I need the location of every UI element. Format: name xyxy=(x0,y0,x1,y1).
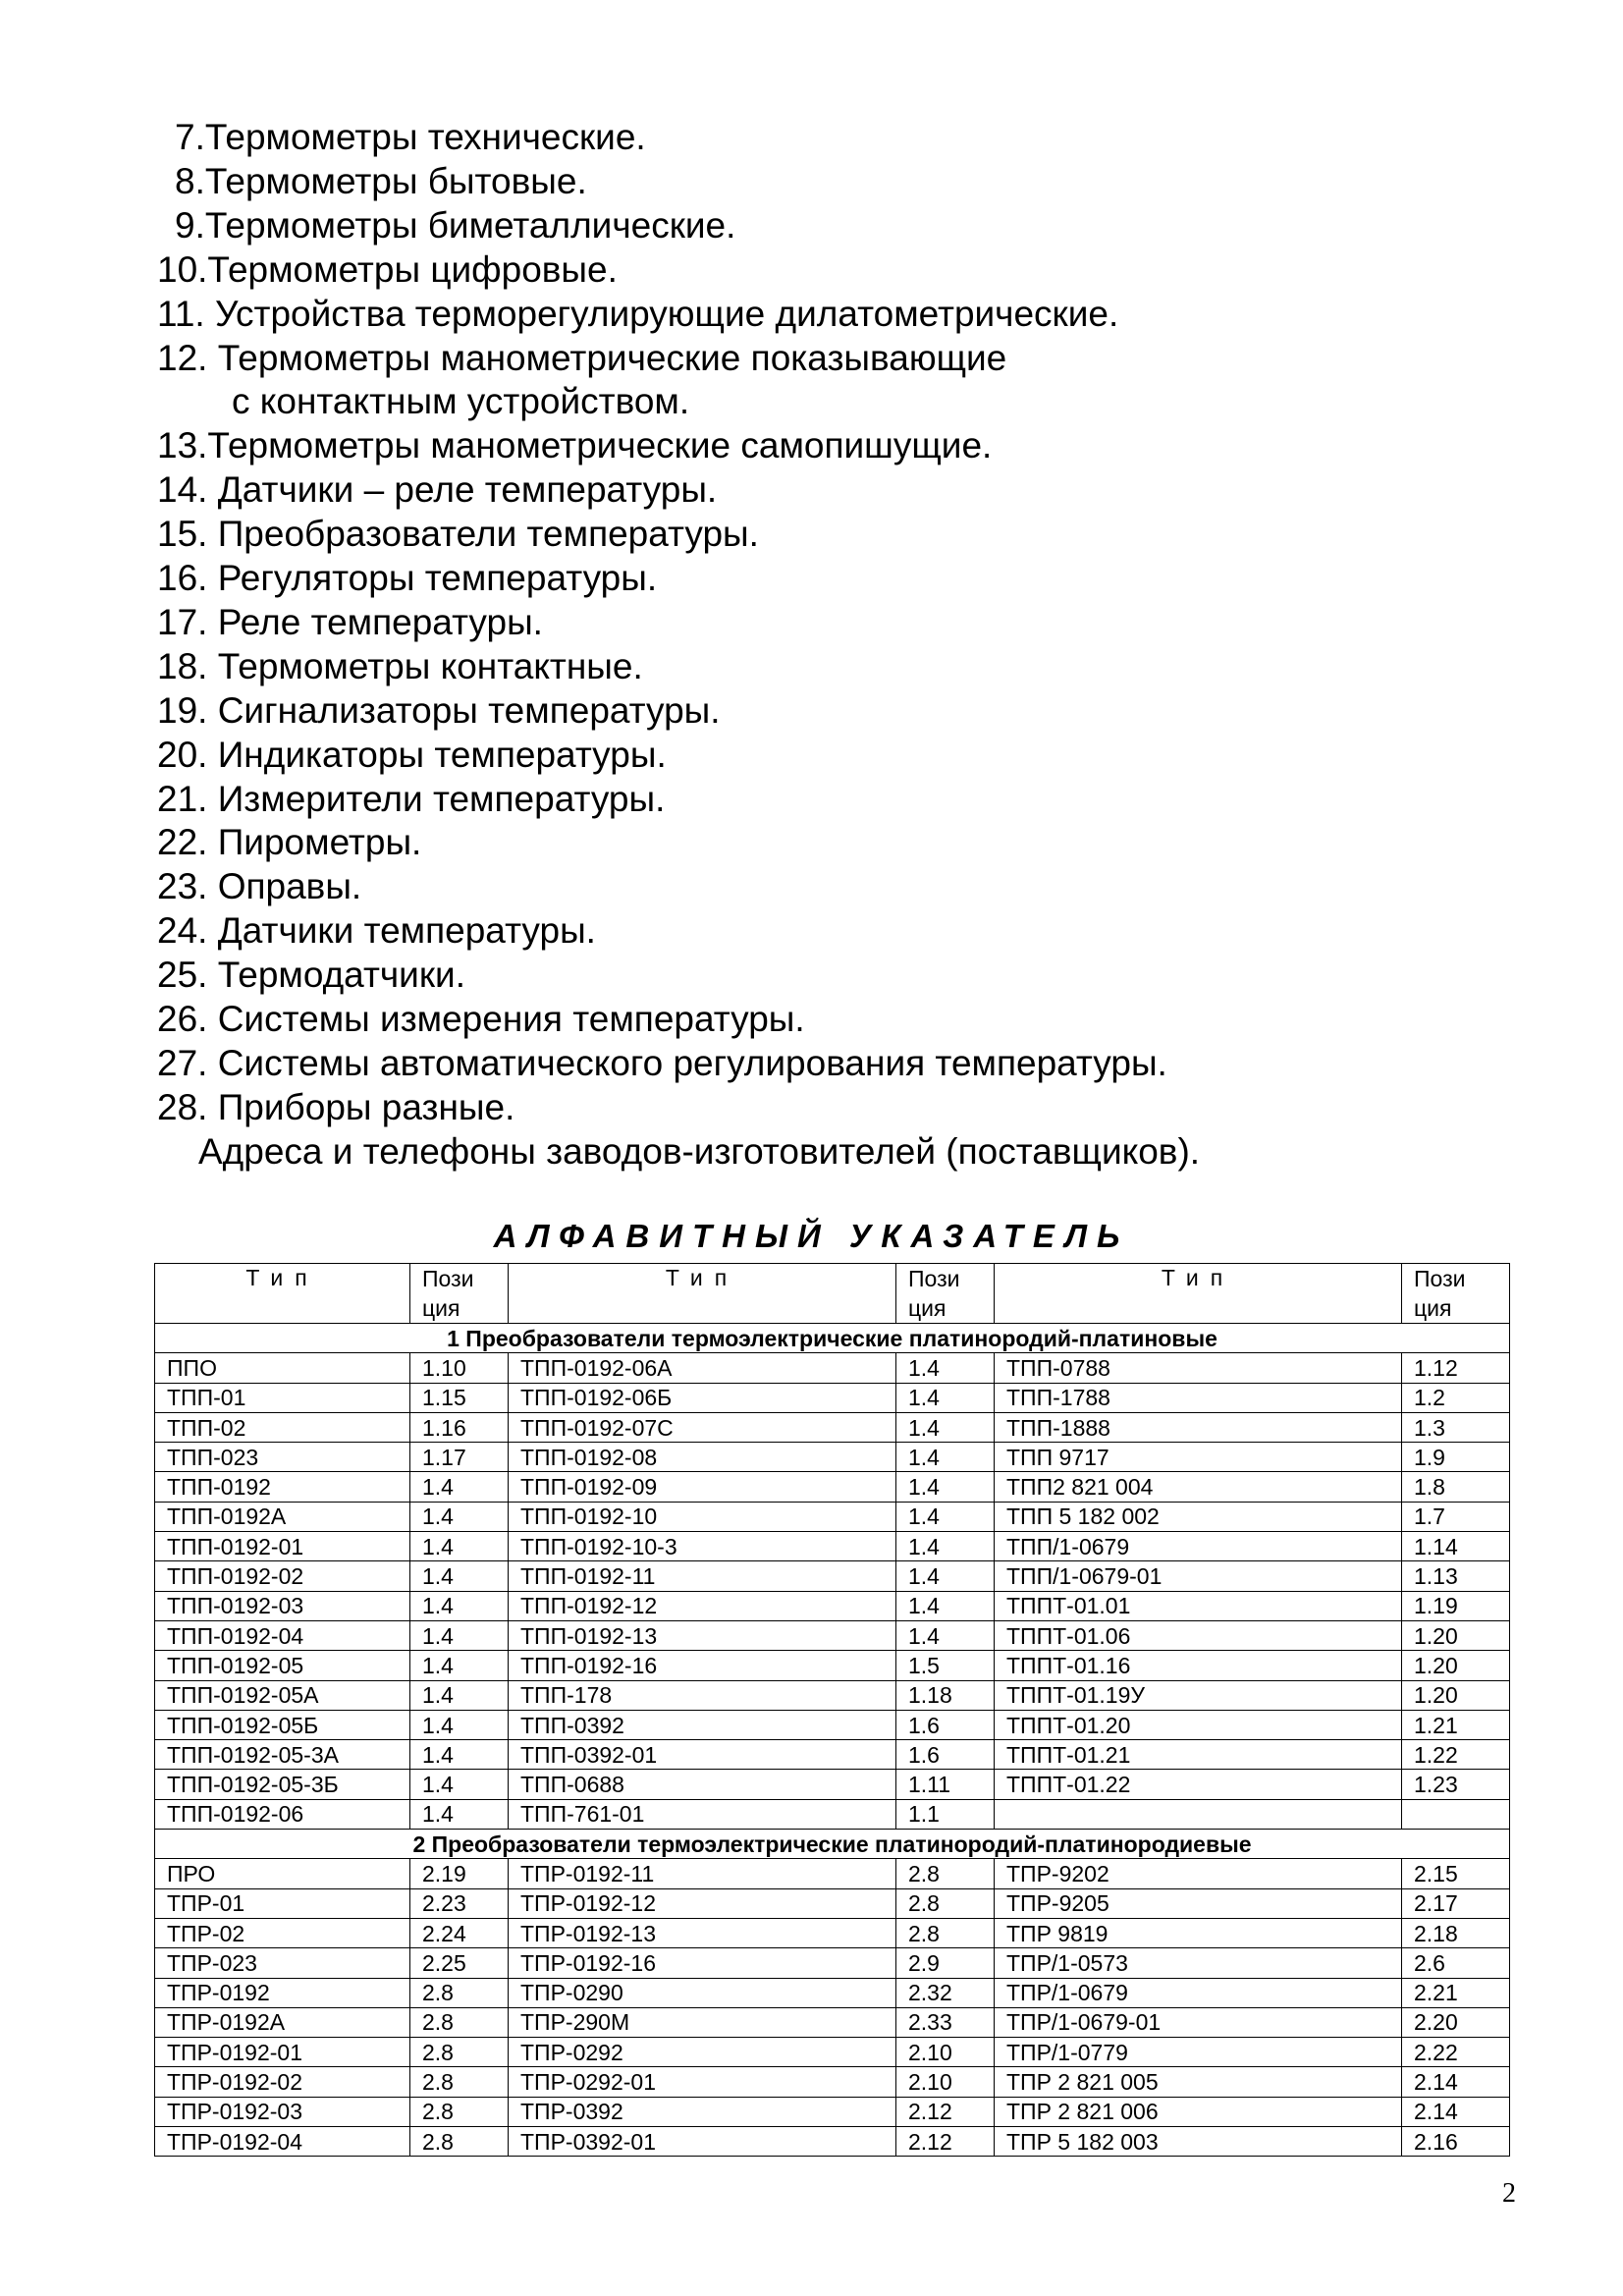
position-cell: 2.24 xyxy=(410,1918,509,1947)
position-cell: 1.4 xyxy=(410,1620,509,1650)
position-cell: 1.4 xyxy=(896,1383,995,1412)
position-header-line1: Пози xyxy=(1414,1266,1466,1291)
position-header-line2: ция xyxy=(422,1295,460,1321)
position-cell: 1.18 xyxy=(896,1680,995,1710)
position-column-header xyxy=(410,1264,509,1324)
type-cell: ТПР-0192-04 xyxy=(155,2127,410,2157)
position-cell: 1.4 xyxy=(896,1532,995,1561)
table-row xyxy=(155,1532,1510,1561)
table-row xyxy=(155,1412,1510,1442)
table-row xyxy=(155,2067,1510,2097)
position-column-header xyxy=(1402,1264,1510,1324)
table-row xyxy=(155,1680,1510,1710)
position-cell: 1.4 xyxy=(410,1710,509,1739)
contents-item: 28. Приборы разные. xyxy=(157,1086,515,1127)
position-cell: 2.15 xyxy=(1402,1859,1510,1888)
position-cell: 2.8 xyxy=(896,1918,995,1947)
position-cell: 2.18 xyxy=(1402,1918,1510,1947)
type-cell: ТПР-0192А xyxy=(155,2007,410,2037)
table-row xyxy=(155,1620,1510,1650)
section-header-row xyxy=(155,1324,1510,1353)
position-cell: 2.19 xyxy=(410,1859,509,1888)
type-cell: ТПП-0192-13 xyxy=(509,1620,896,1650)
type-cell: ТПР-0192-12 xyxy=(509,1888,896,1918)
type-cell: ТПР-0292 xyxy=(509,2038,896,2067)
table-row xyxy=(155,2007,1510,2037)
contents-item: 16. Регуляторы температуры. xyxy=(157,558,658,598)
section-header-row xyxy=(155,1830,1510,1859)
type-cell: ТПР/1-0779 xyxy=(995,2038,1402,2067)
type-cell: ТПП-0192-10-3 xyxy=(509,1532,896,1561)
type-cell xyxy=(995,1799,1402,1829)
type-cell: ТПП-1888 xyxy=(995,1412,1402,1442)
contents-item: 12. Термометры манометрические показывающие xyxy=(157,337,1007,378)
table-row xyxy=(155,1651,1510,1680)
alphabetical-index-table xyxy=(154,1263,1510,2157)
type-cell: ТПП-0392-01 xyxy=(509,1740,896,1770)
contents-item: 9.Термометры биметаллические. xyxy=(175,204,736,246)
position-cell: 2.8 xyxy=(896,1859,995,1888)
table-header-row xyxy=(155,1264,1510,1324)
table-row xyxy=(155,1591,1510,1620)
type-cell: ТППТ-01.19У xyxy=(995,1680,1402,1710)
type-cell: ТПР-290М xyxy=(509,2007,896,2037)
contents-item: 17. Реле температуры. xyxy=(157,601,543,642)
position-cell: 1.20 xyxy=(1402,1620,1510,1650)
position-cell: 1.22 xyxy=(1402,1740,1510,1770)
position-column-header xyxy=(896,1264,995,1324)
type-cell: ТПП-0192А xyxy=(155,1502,410,1531)
type-cell: ТПР-0192-11 xyxy=(509,1859,896,1888)
type-cell: ТПП-0192 xyxy=(155,1472,410,1502)
position-cell: 2.12 xyxy=(896,2127,995,2157)
type-cell: ТПП-0192-03 xyxy=(155,1591,410,1620)
type-cell: ТПП/1-0679-01 xyxy=(995,1561,1402,1591)
table-row xyxy=(155,2127,1510,2157)
contents-item: 22. Пирометры. xyxy=(157,822,422,863)
type-cell: ТПП-0192-11 xyxy=(509,1561,896,1591)
position-cell: 2.9 xyxy=(896,1948,995,1978)
type-cell: ТПП 5 182 002 xyxy=(995,1502,1402,1531)
table-row xyxy=(155,1502,1510,1531)
type-cell: ТПП-023 xyxy=(155,1443,410,1472)
position-cell: 1.8 xyxy=(1402,1472,1510,1502)
table-row xyxy=(155,1443,1510,1472)
type-cell: ТПП-0192-06 xyxy=(155,1799,410,1829)
type-cell: ТПП-0192-16 xyxy=(509,1651,896,1680)
type-cell: ТПП/1-0679 xyxy=(995,1532,1402,1561)
type-cell: ТПР-01 xyxy=(155,1888,410,1918)
table-row xyxy=(155,2097,1510,2126)
position-cell: 1.20 xyxy=(1402,1651,1510,1680)
type-cell: ТПП-0192-05А xyxy=(155,1680,410,1710)
type-cell: ТПР-9205 xyxy=(995,1888,1402,1918)
contents-item: 14. Датчики – реле температуры. xyxy=(157,469,718,511)
type-cell: ТПР-9202 xyxy=(995,1859,1402,1888)
type-cell: ТПР-0392 xyxy=(509,2097,896,2126)
type-column-header: Тип xyxy=(995,1264,1402,1324)
position-cell: 1.4 xyxy=(410,1680,509,1710)
type-cell: ТППТ-01.22 xyxy=(995,1770,1402,1799)
type-cell: ТПП-761-01 xyxy=(509,1799,896,1829)
position-cell: 1.4 xyxy=(896,1443,995,1472)
type-cell: ТПП-02 xyxy=(155,1412,410,1442)
contents-item: 23. Оправы. xyxy=(157,866,362,907)
contents-item: 18. Термометры контактные. xyxy=(157,645,643,686)
position-cell: 1.1 xyxy=(896,1799,995,1829)
position-cell: 2.14 xyxy=(1402,2097,1510,2126)
type-column-header: Тип xyxy=(155,1264,410,1324)
position-cell: 1.4 xyxy=(410,1740,509,1770)
position-cell: 1.4 xyxy=(896,1620,995,1650)
position-header-line1: Пози xyxy=(422,1266,474,1291)
position-cell: 2.8 xyxy=(410,1978,509,2007)
contents-item: Адреса и телефоны заводов-изготовителей (поставщиков). xyxy=(198,1130,1201,1172)
position-cell: 2.22 xyxy=(1402,2038,1510,2067)
position-cell: 1.7 xyxy=(1402,1502,1510,1531)
type-cell: ТПП-0192-05-3Б xyxy=(155,1770,410,1799)
contents-item: 25. Термодатчики. xyxy=(157,955,465,996)
position-cell: 1.4 xyxy=(410,1561,509,1591)
position-cell: 1.4 xyxy=(410,1502,509,1531)
type-cell: ТПР-0192 xyxy=(155,1978,410,2007)
contents-item: 7.Термометры технические. xyxy=(175,117,646,157)
page-number: 2 xyxy=(1502,2178,1516,2209)
position-cell: 2.8 xyxy=(896,1888,995,1918)
position-cell: 2.12 xyxy=(896,2097,995,2126)
type-cell: ТПР-0192-01 xyxy=(155,2038,410,2067)
type-column-header: Тип xyxy=(509,1264,896,1324)
position-cell: 2.14 xyxy=(1402,2067,1510,2097)
position-cell: 1.9 xyxy=(1402,1443,1510,1472)
type-cell: ТПР-0192-02 xyxy=(155,2067,410,2097)
type-cell: ТПР 2 821 005 xyxy=(995,2067,1402,2097)
type-cell: ТПР-0290 xyxy=(509,1978,896,2007)
table-row xyxy=(155,2038,1510,2067)
position-cell: 1.23 xyxy=(1402,1770,1510,1799)
type-cell: ТПП-0192-06А xyxy=(509,1353,896,1383)
position-cell: 1.4 xyxy=(410,1472,509,1502)
type-cell: ТПП-0192-08 xyxy=(509,1443,896,1472)
position-cell: 2.25 xyxy=(410,1948,509,1978)
type-cell: ТПР-0292-01 xyxy=(509,2067,896,2097)
type-cell: ТПП-0192-05Б xyxy=(155,1710,410,1739)
contents-item: 10.Термометры цифровые. xyxy=(157,248,618,290)
position-cell: 1.16 xyxy=(410,1412,509,1442)
position-cell: 2.8 xyxy=(410,2007,509,2037)
position-cell: 1.12 xyxy=(1402,1353,1510,1383)
position-cell: 1.21 xyxy=(1402,1710,1510,1739)
position-cell: 2.10 xyxy=(896,2067,995,2097)
table-row xyxy=(155,1472,1510,1502)
position-cell: 1.2 xyxy=(1402,1383,1510,1412)
type-cell: ТПР-0192-03 xyxy=(155,2097,410,2126)
position-cell: 1.15 xyxy=(410,1383,509,1412)
position-cell xyxy=(1402,1799,1510,1829)
position-cell: 1.17 xyxy=(410,1443,509,1472)
table-row xyxy=(155,1918,1510,1947)
type-cell: ТПП-0192-07С xyxy=(509,1412,896,1442)
position-cell: 2.33 xyxy=(896,2007,995,2037)
position-header-line2: ция xyxy=(908,1295,947,1321)
position-cell: 2.8 xyxy=(410,2067,509,2097)
table-row xyxy=(155,1978,1510,2007)
table-row xyxy=(155,1561,1510,1591)
index-title: АЛФАВИТНЫЙ УКАЗАТЕЛЬ xyxy=(493,1218,1130,1254)
position-cell: 1.4 xyxy=(896,1353,995,1383)
type-cell: ТПР/1-0679 xyxy=(995,1978,1402,2007)
section-title: 1 Преобразователи термоэлектрические платинородий-платиновые xyxy=(155,1324,1510,1353)
type-cell: ТППТ-01.21 xyxy=(995,1740,1402,1770)
section-title: 2 Преобразователи термоэлектрические платинородий-платинородиевые xyxy=(155,1830,1510,1859)
position-cell: 1.5 xyxy=(896,1651,995,1680)
contents-item: 15. Преобразователи температуры. xyxy=(157,514,759,555)
position-cell: 1.4 xyxy=(410,1532,509,1561)
type-cell: ТПР-023 xyxy=(155,1948,410,1978)
position-cell: 1.13 xyxy=(1402,1561,1510,1591)
contents-item: 24. Датчики температуры. xyxy=(157,910,596,952)
position-cell: 1.6 xyxy=(896,1710,995,1739)
type-cell: ТПП-0192-05 xyxy=(155,1651,410,1680)
position-cell: 1.20 xyxy=(1402,1680,1510,1710)
position-cell: 2.23 xyxy=(410,1888,509,1918)
position-cell: 1.4 xyxy=(410,1799,509,1829)
position-cell: 1.4 xyxy=(896,1502,995,1531)
table-row xyxy=(155,1799,1510,1829)
position-cell: 2.8 xyxy=(410,2038,509,2067)
type-cell: ТППТ-01.01 xyxy=(995,1591,1402,1620)
type-cell: ТПП-1788 xyxy=(995,1383,1402,1412)
position-cell: 1.4 xyxy=(410,1770,509,1799)
table-row xyxy=(155,1888,1510,1918)
type-cell: ТПП-0192-09 xyxy=(509,1472,896,1502)
position-cell: 1.19 xyxy=(1402,1591,1510,1620)
type-cell: ТПП-178 xyxy=(509,1680,896,1710)
contents-item: 27. Системы автоматического регулирования температуры. xyxy=(157,1042,1167,1083)
type-cell: ПРО xyxy=(155,1859,410,1888)
position-cell: 2.21 xyxy=(1402,1978,1510,2007)
position-header-line1: Пози xyxy=(908,1266,960,1291)
type-cell: ТПП-0192-10 xyxy=(509,1502,896,1531)
contents-item: 13.Термометры манометрические самопишущие. xyxy=(157,425,993,466)
type-cell: ТПП2 821 004 xyxy=(995,1472,1402,1502)
type-cell: ТПП-0392 xyxy=(509,1710,896,1739)
table-row xyxy=(155,1770,1510,1799)
type-cell: ТПП-0192-05-3А xyxy=(155,1740,410,1770)
position-cell: 1.4 xyxy=(896,1561,995,1591)
position-cell: 1.4 xyxy=(410,1651,509,1680)
contents-item: 11. Устройства терморегулирующие дилатометрические. xyxy=(157,293,1119,334)
type-cell: ТПП-0688 xyxy=(509,1770,896,1799)
type-cell: ТПР-0192-13 xyxy=(509,1918,896,1947)
type-cell: ТПП-0192-01 xyxy=(155,1532,410,1561)
position-cell: 2.20 xyxy=(1402,2007,1510,2037)
type-cell: ТПП-0192-02 xyxy=(155,1561,410,1591)
type-cell: ТПП-0192-12 xyxy=(509,1591,896,1620)
position-cell: 2.6 xyxy=(1402,1948,1510,1978)
table-row xyxy=(155,1353,1510,1383)
position-cell: 1.3 xyxy=(1402,1412,1510,1442)
table-row xyxy=(155,1948,1510,1978)
type-cell: ППО xyxy=(155,1353,410,1383)
type-cell: ТПР-02 xyxy=(155,1918,410,1947)
type-cell: ТПР/1-0573 xyxy=(995,1948,1402,1978)
position-cell: 2.16 xyxy=(1402,2127,1510,2157)
position-cell: 1.4 xyxy=(896,1591,995,1620)
type-cell: ТПР 2 821 006 xyxy=(995,2097,1402,2126)
type-cell: ТППТ-01.16 xyxy=(995,1651,1402,1680)
table-row xyxy=(155,1740,1510,1770)
table-row xyxy=(155,1710,1510,1739)
contents-item: 21. Измерители температуры. xyxy=(157,778,666,819)
contents-item: 20. Индикаторы температуры. xyxy=(157,734,667,775)
contents-item: с контактным устройством. xyxy=(232,381,690,422)
position-cell: 1.6 xyxy=(896,1740,995,1770)
table-row xyxy=(155,1859,1510,1888)
position-cell: 2.32 xyxy=(896,1978,995,2007)
position-cell: 1.4 xyxy=(410,1591,509,1620)
contents-item: 8.Термометры бытовые. xyxy=(175,160,587,201)
position-cell: 1.14 xyxy=(1402,1532,1510,1561)
position-cell: 2.8 xyxy=(410,2097,509,2126)
type-cell: ТПР/1-0679-01 xyxy=(995,2007,1402,2037)
type-cell: ТПП-0192-04 xyxy=(155,1620,410,1650)
position-cell: 2.17 xyxy=(1402,1888,1510,1918)
type-cell: ТППТ-01.20 xyxy=(995,1710,1402,1739)
position-cell: 2.8 xyxy=(410,2127,509,2157)
type-cell: ТПР 9819 xyxy=(995,1918,1402,1947)
position-cell: 1.4 xyxy=(896,1472,995,1502)
contents-item: 19. Сигнализаторы температуры. xyxy=(157,689,721,731)
type-cell: ТПП-0192-06Б xyxy=(509,1383,896,1412)
position-cell: 1.4 xyxy=(896,1412,995,1442)
table-row xyxy=(155,1383,1510,1412)
position-cell: 1.10 xyxy=(410,1353,509,1383)
type-cell: ТППТ-01.06 xyxy=(995,1620,1402,1650)
contents-item: 26. Системы измерения температуры. xyxy=(157,999,805,1039)
position-cell: 2.10 xyxy=(896,2038,995,2067)
type-cell: ТПР-0192-16 xyxy=(509,1948,896,1978)
position-header-line2: ция xyxy=(1414,1295,1452,1321)
position-cell: 1.11 xyxy=(896,1770,995,1799)
type-cell: ТПП-01 xyxy=(155,1383,410,1412)
type-cell: ТПП 9717 xyxy=(995,1443,1402,1472)
type-cell: ТПР-0392-01 xyxy=(509,2127,896,2157)
type-cell: ТПР 5 182 003 xyxy=(995,2127,1402,2157)
type-cell: ТПП-0788 xyxy=(995,1353,1402,1383)
